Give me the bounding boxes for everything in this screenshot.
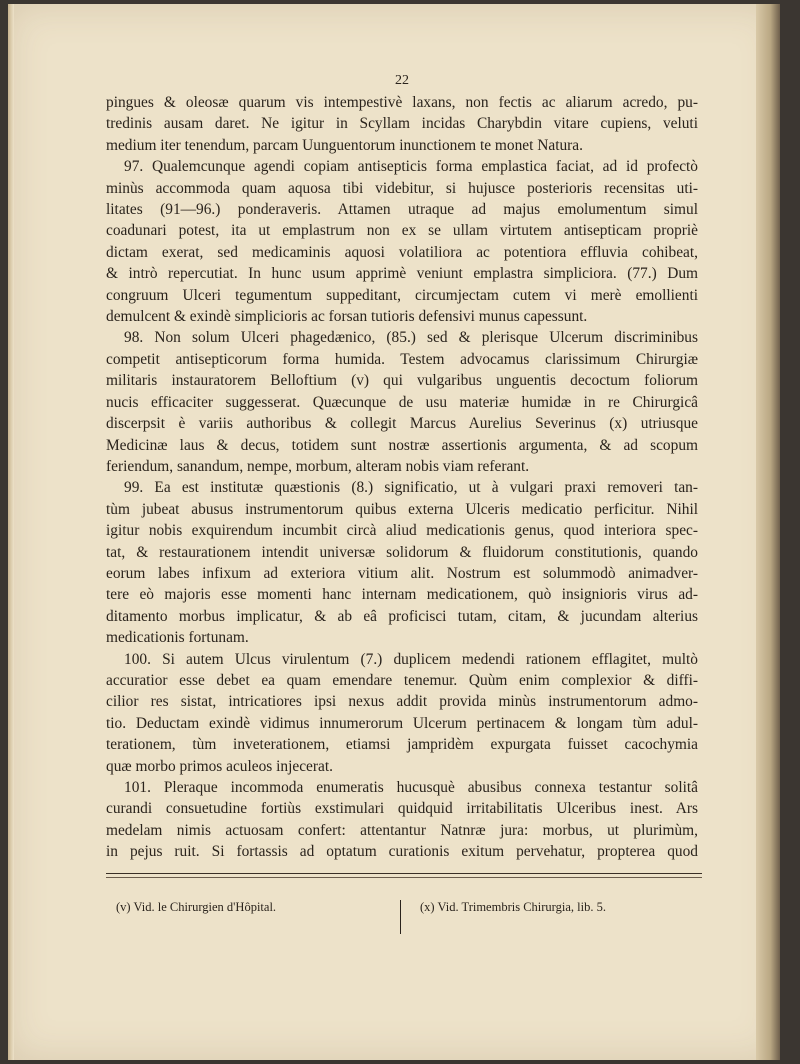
footnote-rule-thin (106, 877, 702, 878)
text-line: & intrò repercutiat. In hunc usum apprimè veniunt emplastra simpliciora. (77.) Dum (106, 265, 698, 283)
text-line: minùs accommoda quam aquosa tibi videbitur, si hujusce posterioris recensitas uti- (106, 179, 698, 197)
text-line: competit antisepticorum forma humida. Testem advocamus clarissimum Chirurgiæ (106, 350, 698, 368)
text-line: litates (91—96.) ponderaveris. Attamen utraque ad majus emolumentum simul (106, 201, 698, 219)
text-line: medicationis fortunam. (106, 629, 249, 647)
text-line: tio. Deductam exindè vidimus innumerorum Ulcerum pertinacem & longam tùm adul- (106, 714, 698, 732)
text-line: cilior res sistat, intricatiores ipsi nexus addit provida minùs instrumentorum admo- (106, 693, 698, 711)
text-line: militaris instauratorem Belloftium (v) qui vulgaribus unguentis decoctum foliorum (106, 372, 698, 390)
text-line: 98. Non solum Ulceri phagedænico, (85.) sed & plerisque Ulcerum discriminibus (124, 329, 698, 347)
footnote-separator (400, 900, 401, 934)
text-line: discerpsit è variis authoribus & collegit Marcus Aurelius Severinus (x) utriusque (106, 415, 698, 433)
page-number: 22 (395, 73, 409, 88)
text-line: tùm jubeat abusus instrumentorum quibus externa Ulceris medicatio perficitur. Nihil (106, 500, 698, 518)
text-line: 101. Pleraque incommoda enumeratis hucusquè abusibus connexa testantur solitâ (124, 779, 698, 796)
text-line: demulcent & exindè simplicioris ac forsan tutioris defensivi munus capessunt. (106, 308, 588, 326)
text-line: 97. Qualemcunque agendi copiam antisepticis forma emplastica faciat, ad id profectò (124, 158, 698, 176)
text-line: igitur nobis exquirendum incumbit circà aliud medicationis genus, quod interiora spec- (106, 522, 698, 540)
book-spine-shadow (756, 4, 780, 1060)
text-line: medium iter tenendum, parcam Uunguentorum inunctionem te monet Natura. (106, 136, 583, 154)
text-line: tere eò majoris esse momenti hanc internam medicationem, quò insignioris virus ad- (106, 586, 698, 604)
body-text (106, 72, 698, 863)
page-edge-left (8, 4, 14, 1060)
text-line: coadunari potest, ita ut emplastrum non ex se ullam virtutem antisepticam propriè (106, 222, 698, 240)
text-line: tredinis ausam daret. Ne igitur in Scyllam incidas Charybdin vitare cupiens, veluti (106, 115, 698, 133)
text-line: congruum Ulceri tegumentum suppeditant, circumjectam cutem vi merè emollienti (106, 286, 698, 304)
text-line: pingues & oleosæ quarum vis intempestivè laxans, non fectis ac aliarum acredo, pu- (106, 94, 698, 111)
text-line: accuratior esse debet ea quam emendare tenemur. Quùm enim complexior & diffi- (106, 671, 698, 689)
paragraph-lines (106, 92, 698, 863)
text-line: tat, & restaurationem intendit universæ solidorum & fluidorum constitutionis, quando (106, 543, 698, 561)
text-line: nucis efficaciter suggesserat. Quæcunque de usu materiæ humidæ in re Chirurgicâ (106, 393, 698, 411)
text-line: medelam nimis actuosam confert: attentantur Natnræ jura: morbus, ut plurimùm, (106, 821, 698, 839)
text-line: terationem, tùm inveterationem, etiamsi jampridèm expurgata fuisset cacochymia (106, 736, 698, 754)
footnote-rule (106, 873, 702, 874)
text-line: Medicinæ laus & decus, totidem sunt nostræ assertionis argumenta, & ad scopum (106, 436, 698, 454)
footnote-v: (v) Vid. le Chirurgien d'Hôpital. (116, 900, 277, 914)
text-line: eorum labes infixum ad exteriora vitium alit. Nostrum est solummodò animadver- (106, 564, 698, 582)
text-line: in pejus ruit. Si fortassis ad optatum curationis exitum pervehatur, propterea quod (106, 843, 698, 861)
text-line: ditamento morbus implicatur, & ab eâ proficisci tutam, citam, & jucundam alterius (106, 607, 698, 625)
text-line: curandi consuetudine fortiùs exstimulari quidquid irritabilitatis Ulceribus inest. Ars (106, 800, 698, 818)
text-line: quæ morbo primos aculeos injecerat. (106, 757, 333, 775)
text-line: dictam exerat, sed medicaminis aquosi volatiliora ac potentiora effluvia cohibeat, (106, 243, 698, 261)
footnote-x: (x) Vid. Trimembris Chirurgia, lib. 5. (420, 900, 606, 914)
text-line: 99. Ea est institutæ quæstionis (8.) significatio, ut à vulgari praxi removeri tan- (124, 479, 698, 497)
text-line: feriendum, sanandum, nempe, morbum, alteram nobis viam referant. (106, 457, 530, 475)
text-line: 100. Si autem Ulcus virulentum (7.) duplicem medendi rationem efflagitet, multò (124, 650, 698, 668)
